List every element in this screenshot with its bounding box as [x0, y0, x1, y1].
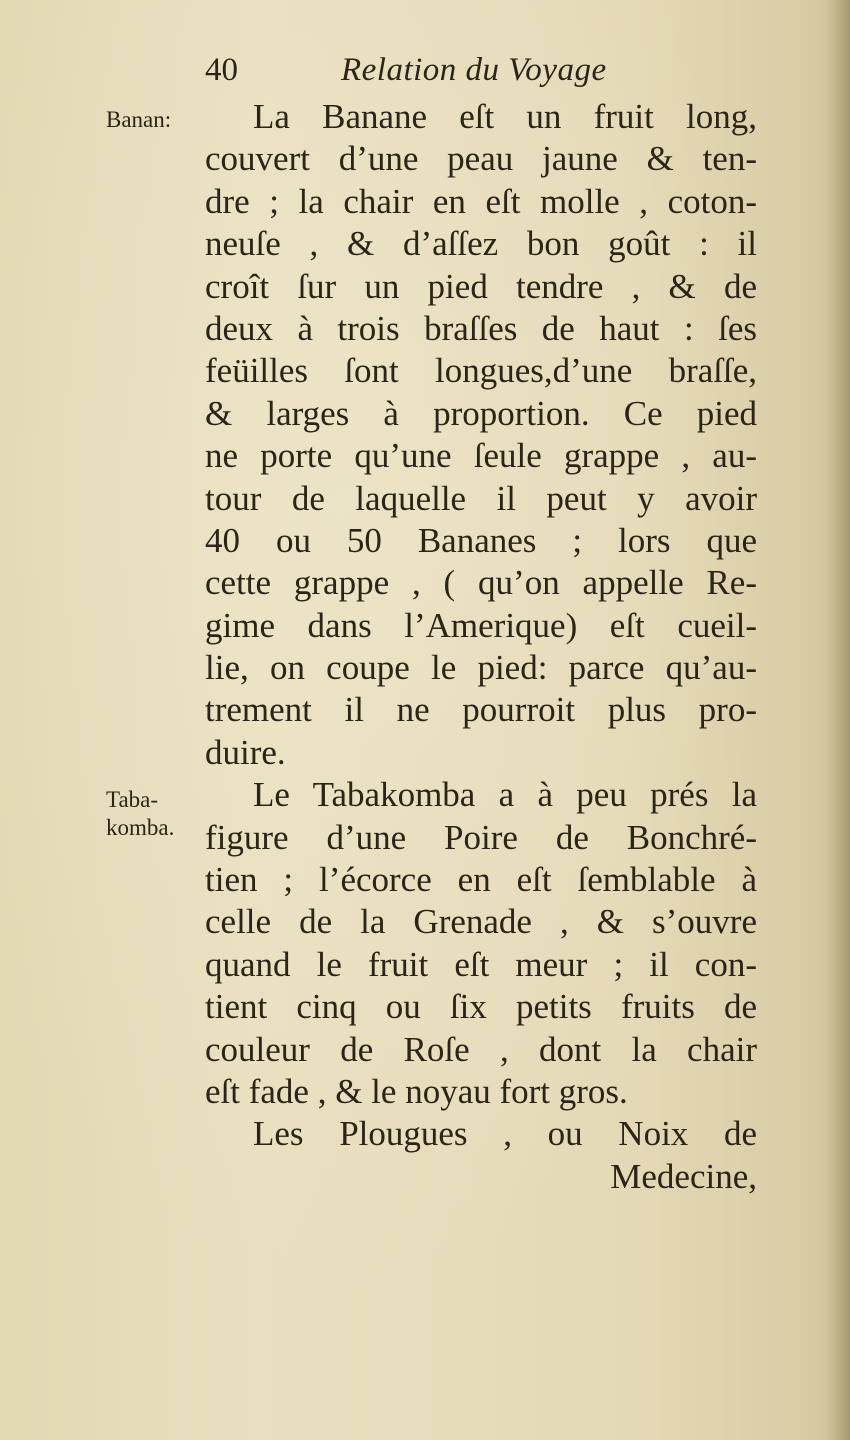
text-line-7: feüilles ſont longues,d’une braſſe,: [205, 351, 757, 391]
margin-note-banan-text: Banan:: [106, 107, 172, 132]
text-line-1: La Banane eſt un fruit long,: [253, 97, 757, 136]
text-line-6: deux à trois braſſes de haut : ſes: [205, 308, 757, 348]
text-line-18: figure d’une Poire de Bonchré-: [205, 817, 757, 857]
text-line-8: & larges à proportion. Ce pied: [205, 393, 757, 433]
text-line-23: couleur de Roſe , dont la chair: [205, 1029, 757, 1069]
text-line-3: dre ; la chair en eſt molle , coton-: [205, 181, 757, 221]
text-line-15: trement il ne pourroit plus pro-: [205, 690, 757, 730]
text-line-19: tien ; l’écorce en eſt ſemblable à: [205, 860, 757, 900]
text-line-11: 40 ou 50 Bananes ; lors que: [205, 520, 757, 560]
margin-note-tabakomba-line-1: Taba-: [106, 787, 159, 812]
text-line-5: croît ſur un pied tendre , & de: [205, 266, 757, 306]
margin-note-tabakomba: [106, 786, 174, 842]
text-line-17: Le Tabakomba a à peu prés la: [253, 775, 757, 815]
text-line-26: Medecine,: [610, 1156, 757, 1196]
text-line-25: Les Plougues , ou Noix de: [253, 1114, 757, 1154]
page-number: 40: [205, 52, 238, 88]
text-line-22: tient cinq ou ſix petits fruits de: [205, 987, 757, 1027]
text-line-16: duire.: [205, 732, 286, 772]
text-line-4: neuſe , & d’aſſez bon goût : il: [205, 224, 757, 264]
text-line-21: quand le fruit eſt meur ; il con-: [205, 944, 757, 984]
text-line-14: lie, on coupe le pied: parce qu’au-: [205, 648, 757, 688]
body-text: [205, 96, 757, 1198]
text-line-12: cette grappe , ( qu’on appelle Re-: [205, 563, 757, 603]
running-title: Relation du Voyage: [341, 52, 607, 88]
margin-note-banan: [106, 106, 171, 134]
page-edge-shadow: [824, 0, 850, 1440]
text-line-24: eſt fade , & le noyau fort gros.: [205, 1071, 628, 1111]
text-line-13: gime dans l’Amerique) eſt cueil-: [205, 605, 757, 645]
running-head: [205, 52, 645, 96]
margin-note-tabakomba-line-2: komba.: [106, 815, 175, 840]
text-line-9: ne porte qu’une ſeule grappe , au-: [205, 436, 757, 476]
text-line-20: celle de la Grenade , & s’ouvre: [205, 902, 757, 942]
text-line-10: tour de laquelle il peut y avoir: [205, 478, 757, 518]
text-line-2: couvert d’une peau jaune & ten-: [205, 139, 757, 179]
